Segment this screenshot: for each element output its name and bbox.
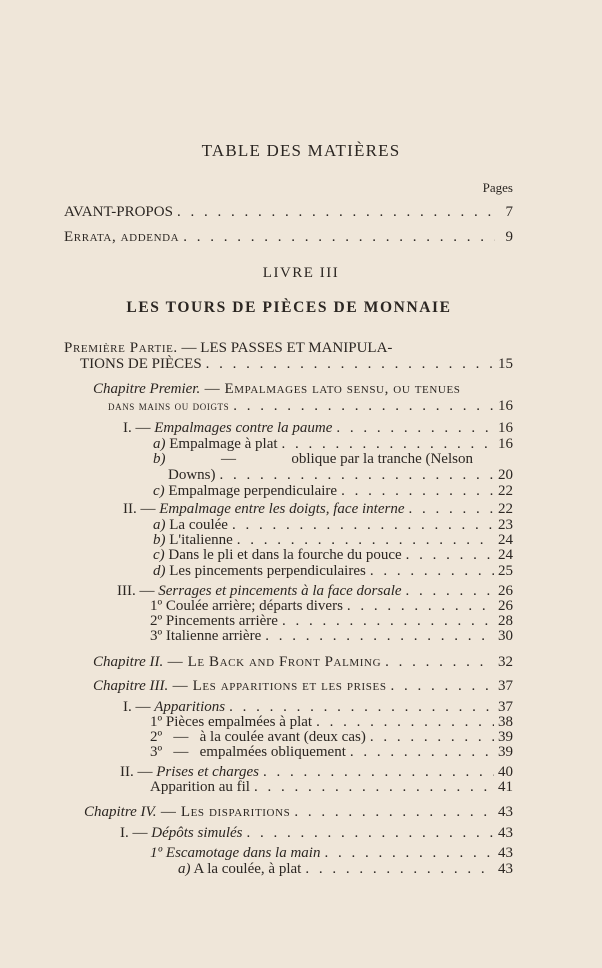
part-heading-text: Première Partie. — LES PASSES ET MANIPULA-	[64, 340, 393, 356]
entry-page: 43	[498, 804, 513, 820]
entry-page: 26	[498, 598, 513, 614]
book-heading: LIVRE III	[262, 265, 340, 281]
dot-leader	[206, 355, 494, 373]
page-title: TABLE DES MATIÈRES	[201, 141, 401, 160]
entry-label: b) L'italienne	[153, 532, 233, 548]
dot-leader	[391, 677, 494, 695]
entry-page: 41	[498, 779, 513, 795]
entry-page: 40	[498, 764, 513, 780]
toc-entry-c4-1-a	[178, 860, 513, 878]
entry-label: Chapitre II. — Le Back and Front Palming	[93, 654, 382, 670]
toc-entry-c3-1-3	[150, 743, 513, 761]
entry-page: 24	[498, 532, 513, 548]
entry-page: 43	[498, 845, 513, 861]
entry-page: 43	[498, 825, 513, 841]
entry-label: I. — Apparitions	[123, 699, 226, 715]
entry-page: 24	[498, 547, 513, 563]
entry-label: AVANT-PROPOS	[64, 204, 173, 220]
entry-label: I. — Empalmages contre la paume	[123, 420, 333, 436]
entry-label: Errata, addenda	[64, 229, 180, 245]
entry-label: a) A la coulée, à plat	[178, 861, 302, 877]
entry-label: 2º Pincements arrière	[150, 613, 278, 629]
chapter-1-heading: Chapitre Premier. — Empalmages lato sensu, ou tenues	[93, 381, 461, 397]
toc-entry-chapter-3	[93, 677, 513, 695]
entry-page: 16	[498, 420, 513, 436]
entry-label: a) La coulée	[153, 517, 228, 533]
entry-label: 1º Pièces empalmées à plat	[150, 714, 313, 730]
entry-page: 28	[498, 613, 513, 629]
entry-label: II. — Empalmage entre les doigts, face interne	[123, 501, 405, 517]
dot-leader	[385, 653, 494, 671]
entry-label: d) Les pincements perpendiculaires	[153, 563, 366, 579]
entry-page: 9	[505, 229, 513, 245]
entry-page: 38	[498, 714, 513, 730]
entry-page: 16	[498, 436, 513, 452]
entry-page: 20	[498, 467, 513, 483]
pages-header: Pages	[482, 180, 513, 195]
dot-leader	[350, 743, 494, 761]
entry-label: Chapitre III. — Les apparitions et les prises	[93, 678, 387, 694]
entry-label: 1º Escamotage dans la main	[150, 845, 321, 861]
entry-page: 23	[498, 517, 513, 533]
dot-leader	[265, 627, 494, 645]
entry-page: 15	[498, 356, 513, 372]
entry-label: Apparition au fil	[150, 779, 250, 795]
dot-leader	[305, 860, 494, 878]
dot-leader	[341, 482, 494, 500]
entry-page: 7	[505, 204, 513, 220]
entry-page: 25	[498, 563, 513, 579]
book-subtitle: LES TOURS DE PIÈCES DE MONNAIE	[126, 299, 452, 316]
entry-page: 22	[498, 501, 513, 517]
entry-label: 3º Italienne arrière	[150, 628, 262, 644]
entry-label: I. — Dépôts simulés	[120, 825, 243, 841]
toc-entry-2d	[153, 562, 513, 580]
entry-page: 39	[498, 744, 513, 760]
entry-page: 37	[498, 699, 513, 715]
dot-leader	[294, 803, 494, 821]
toc-entry-c4-section-1	[120, 824, 513, 842]
entry-label: III. — Serrages et pincements à la face dorsale	[117, 583, 402, 599]
entry-page: 32	[498, 654, 513, 670]
toc-entry-avant-propos	[64, 203, 513, 221]
toc-entry-3-3	[150, 627, 513, 645]
toc-entry-chapter-4	[84, 803, 513, 821]
toc-entry-1c	[153, 482, 513, 500]
entry-label: c) Empalmage perpendiculaire	[153, 483, 338, 499]
entry-page: 16	[498, 398, 513, 414]
entry-page: 30	[498, 628, 513, 644]
entry-page: 43	[498, 861, 513, 877]
toc-entry-1b-line1: b) — oblique par la tranche (Nelson	[153, 451, 473, 467]
dot-leader	[247, 824, 495, 842]
dot-leader	[177, 203, 495, 221]
dot-leader	[254, 778, 494, 796]
entry-label: Downs)	[168, 467, 216, 483]
entry-label: dans mains ou doigts	[108, 398, 230, 413]
toc-entry-part-1	[80, 355, 513, 373]
entry-label: c) Dans le pli et dans la fourche du pouce	[153, 547, 402, 563]
entry-label: Chapitre IV. — Les disparitions	[84, 804, 291, 820]
toc-entry-errata	[64, 228, 513, 246]
entry-label: TIONS DE PIÈCES	[80, 356, 202, 372]
toc-entry-c3-2-1	[150, 778, 513, 796]
toc-entry-chapter-2	[93, 653, 513, 671]
entry-page: 26	[498, 583, 513, 599]
entry-label: 1º Coulée arrière; départs divers	[150, 598, 343, 614]
entry-label: 2º — à la coulée avant (deux cas)	[150, 729, 366, 745]
entry-page: 39	[498, 729, 513, 745]
entry-label: a) Empalmage à plat	[153, 436, 278, 452]
toc-entry-chapter-1	[108, 397, 513, 415]
dot-leader	[370, 562, 494, 580]
entry-page: 37	[498, 678, 513, 694]
entry-label: 3º — empalmées obliquement	[150, 744, 346, 760]
entry-label: II. — Prises et charges	[120, 764, 260, 780]
dot-leader	[183, 228, 495, 246]
dot-leader	[233, 397, 494, 415]
entry-page: 22	[498, 483, 513, 499]
